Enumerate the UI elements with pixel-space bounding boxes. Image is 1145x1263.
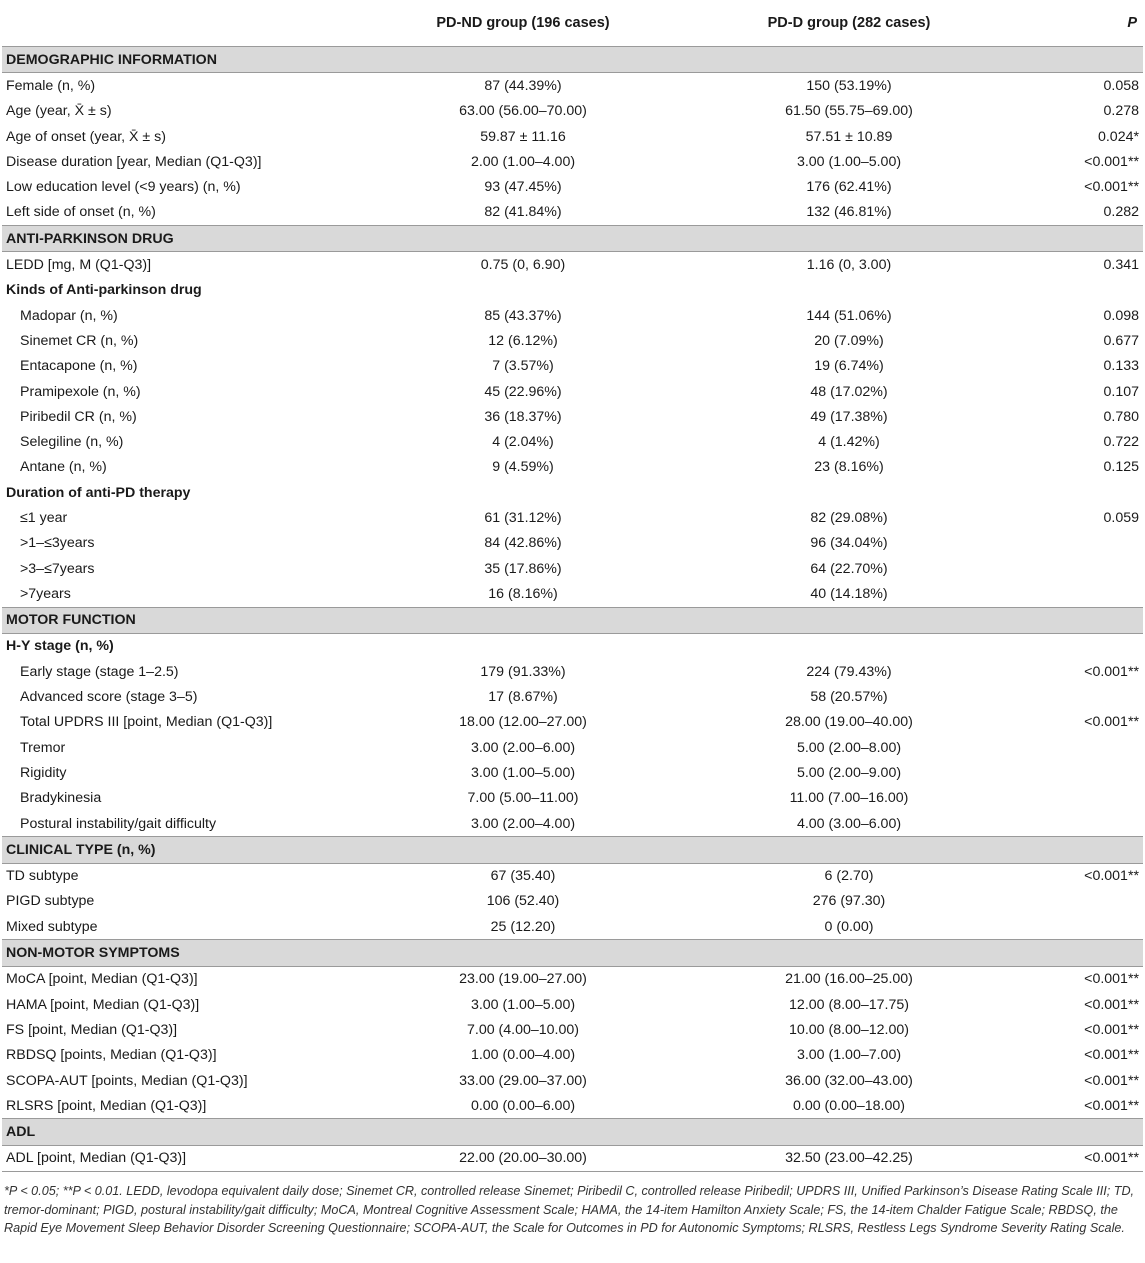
row-label: HAMA [point, Median (Q1-Q3)]: [6, 996, 200, 1013]
pd-d-value: 10.00 (8.00–12.00): [789, 1021, 909, 1038]
p-value: 0.278: [1103, 103, 1139, 120]
p-value: [1004, 889, 1143, 914]
pd-d-value: 40 (14.18%): [810, 585, 888, 602]
pd-d-value: 96 (34.04%): [810, 535, 888, 552]
pd-d-value: 57.51 ± 10.89: [805, 128, 893, 145]
p-value: 0.059: [1103, 509, 1139, 526]
pd-nd-value: 22.00 (20.00–30.00): [352, 1145, 694, 1171]
p-value: <0.001**: [1084, 1097, 1139, 1114]
pd-nd-value: 87 (44.39%): [484, 77, 562, 94]
pd-nd-value: 45 (22.96%): [484, 383, 562, 400]
p-value: 0.722: [1103, 434, 1139, 451]
pd-nd-value: 84 (42.86%): [484, 535, 562, 552]
data-table: [2, 0, 1143, 1172]
p-value: 0.780: [1103, 408, 1139, 425]
row-label: Left side of onset (n, %): [6, 204, 156, 221]
pd-d-value: 0 (0.00): [824, 918, 874, 935]
row-label: Bradykinesia: [20, 790, 102, 807]
p-value: 0.341: [1103, 257, 1139, 274]
header-pd-nd-group: PD-ND group (196 cases): [352, 0, 694, 47]
section-header-row: [2, 607, 1143, 633]
row-label: Tremor: [20, 739, 66, 756]
p-value: [1004, 735, 1143, 760]
p-value: 0.677: [1103, 332, 1139, 349]
pd-d-value: 23 (8.16%): [814, 459, 884, 476]
row-label: ≤1 year: [20, 509, 68, 526]
header-variable: [2, 0, 352, 47]
header-p-value: P: [1004, 0, 1143, 47]
p-value: <0.001**: [1004, 1145, 1143, 1171]
pd-nd-value: 12 (6.12%): [488, 332, 558, 349]
section-header-row: [2, 226, 1143, 252]
table-row: [2, 99, 1143, 124]
pd-nd-value: 3.00 (1.00–5.00): [470, 764, 576, 781]
row-label: >1–≤3years: [20, 535, 95, 552]
pd-nd-value: 7 (3.57%): [492, 358, 554, 375]
table-row: [2, 379, 1143, 404]
pd-d-value: 5.00 (2.00–9.00): [796, 764, 902, 781]
p-value: 0.098: [1103, 307, 1139, 324]
pd-d-value: 49 (17.38%): [810, 408, 888, 425]
table-row: [2, 1068, 1143, 1093]
row-label: TD subtype: [6, 868, 79, 885]
table-row: [2, 149, 1143, 174]
pd-d-value: 3.00 (1.00–7.00): [796, 1047, 902, 1064]
row-label: Postural instability/gait difficulty: [20, 815, 217, 832]
group-title: Kinds of Anti-parkinson drug: [6, 282, 202, 299]
pd-nd-value: 82 (41.84%): [484, 204, 562, 221]
row-label: Age of onset (year, X̄ ± s): [6, 128, 166, 145]
section-title: MOTOR FUNCTION: [2, 607, 1143, 633]
pd-d-value: 4 (1.42%): [818, 434, 880, 451]
pd-nd-value: 7.00 (4.00–10.00): [466, 1021, 579, 1038]
row-label: LEDD [mg, M (Q1-Q3)]: [6, 257, 152, 274]
table-row: [2, 1145, 1143, 1171]
pd-nd-value: 0.75 (0, 6.90): [480, 257, 566, 274]
p-value: <0.001**: [1084, 868, 1139, 885]
section-title: NON-MOTOR SYMPTOMS: [2, 940, 1143, 966]
p-value: [1004, 684, 1143, 709]
pd-d-value: 61.50 (55.75–69.00): [785, 103, 913, 120]
pd-d-value: 28.00 (19.00–40.00): [785, 714, 913, 731]
p-value: 0.058: [1103, 77, 1139, 94]
pd-nd-value: 0.00 (0.00–6.00): [470, 1097, 576, 1114]
pd-d-value: 12.00 (8.00–17.75): [789, 996, 909, 1013]
table-row: [2, 73, 1143, 99]
pd-nd-value: 63.00 (56.00–70.00): [459, 103, 587, 120]
row-label: Total UPDRS III [point, Median (Q1-Q3)]: [20, 714, 273, 731]
pd-nd-value: 36 (18.37%): [484, 408, 562, 425]
p-value: <0.001**: [1084, 1072, 1139, 1089]
pd-nd-value: 18.00 (12.00–27.00): [459, 714, 587, 731]
p-value: <0.001**: [1084, 153, 1139, 170]
pd-nd-value: 7.00 (5.00–11.00): [467, 790, 579, 807]
table-row: [2, 1017, 1143, 1042]
table-row: [2, 735, 1143, 760]
row-label: Advanced score (stage 3–5): [20, 689, 198, 706]
table-row: [2, 505, 1143, 530]
pd-d-value: 32.50 (23.00–42.25): [694, 1145, 1004, 1171]
pd-nd-value: 3.00 (2.00–4.00): [470, 815, 576, 832]
table-row: [2, 1043, 1143, 1068]
pd-d-value: 21.00 (16.00–25.00): [785, 971, 913, 988]
row-label: Sinemet CR (n, %): [20, 332, 139, 349]
pd-nd-value: 179 (91.33%): [480, 663, 566, 680]
p-value: <0.001**: [1084, 1021, 1139, 1038]
table-row: [2, 811, 1143, 837]
pd-d-value: 144 (51.06%): [806, 307, 892, 324]
pd-d-value: 224 (79.43%): [806, 663, 892, 680]
section-header-row: [2, 837, 1143, 863]
table-row: [2, 914, 1143, 940]
pd-d-value: 20 (7.09%): [814, 332, 884, 349]
table-body: [2, 47, 1143, 1172]
p-value: [1004, 786, 1143, 811]
pd-d-value: 6 (2.70): [824, 868, 874, 885]
group-header-row: [2, 278, 1143, 303]
row-label: Piribedil CR (n, %): [20, 408, 137, 425]
pd-d-value: 3.00 (1.00–5.00): [796, 153, 902, 170]
table-row: [2, 966, 1143, 992]
row-label: Rigidity: [20, 764, 67, 781]
p-value: <0.001**: [1084, 179, 1139, 196]
row-label: Madopar (n, %): [20, 307, 118, 324]
pd-nd-value: 23.00 (19.00–27.00): [459, 971, 587, 988]
table-row: [2, 786, 1143, 811]
table-row: [2, 531, 1143, 556]
p-value: [1004, 531, 1143, 556]
p-value: 0.107: [1103, 383, 1139, 400]
row-label: ADL [point, Median (Q1-Q3)]: [2, 1145, 352, 1171]
pd-d-value: 132 (46.81%): [806, 204, 892, 221]
table-header-row: [2, 0, 1143, 47]
section-title: ADL: [2, 1119, 1143, 1145]
pd-nd-value: 3.00 (2.00–6.00): [470, 739, 576, 756]
pd-d-value: 4.00 (3.00–6.00): [796, 815, 902, 832]
row-label: Antane (n, %): [20, 459, 107, 476]
p-value: <0.001**: [1084, 1047, 1139, 1064]
table-row: [2, 200, 1143, 226]
table-footnote: *P < 0.05; **P < 0.01. LEDD, levodopa equivalent daily dose; Sinemet CR, controlled release Sinemet; Piribedil C, controlled release Piribedil; UPDRS III, Unified Parkinson’s Disease Rating Scale III; TD, tremor-dominant; PIGD, postural instability/gait difficulty; MoCA, Montreal Cognitive Assessment Scale; HAMA, the 14-item Hamilton Anxiety Scale; FS, the 14-item Chalder Fatigue Scale; RBDSQ, the Rapid Eye Movement Sleep Behavior Disorder Screening Questionnaire; SCOPA-AUT, the Scale for Outcomes in PD for Autonomic Symptoms; RLSRS, Restless Legs Syndrome Severity Rating Scale.: [4, 1184, 1135, 1235]
table-row: [2, 863, 1143, 889]
row-label: Low education level (<9 years) (n, %): [6, 179, 241, 196]
p-value: [1004, 914, 1143, 940]
table-row: [2, 581, 1143, 607]
pd-d-value: 1.16 (0, 3.00): [806, 257, 892, 274]
pd-nd-value: 59.87 ± 11.16: [480, 128, 566, 145]
p-value: [1004, 760, 1143, 785]
section-title: DEMOGRAPHIC INFORMATION: [2, 47, 1143, 73]
row-label: MoCA [point, Median (Q1-Q3)]: [6, 971, 198, 988]
row-label: Mixed subtype: [6, 918, 98, 935]
pd-nd-value: 35 (17.86%): [484, 560, 562, 577]
table-row: [2, 889, 1143, 914]
pd-nd-value: 85 (43.37%): [484, 307, 562, 324]
table-row: [2, 556, 1143, 581]
table-row: [2, 252, 1143, 278]
pd-nd-value: 4 (2.04%): [492, 434, 554, 451]
table-row: [2, 760, 1143, 785]
section-title: CLINICAL TYPE (n, %): [2, 837, 1143, 863]
table-row: [2, 1093, 1143, 1119]
row-label: >7years: [20, 585, 71, 602]
pd-nd-value: 93 (47.45%): [484, 179, 562, 196]
table-row: [2, 328, 1143, 353]
pd-nd-value: 33.00 (29.00–37.00): [459, 1072, 587, 1089]
row-label: PIGD subtype: [6, 893, 95, 910]
table-row: [2, 684, 1143, 709]
pd-d-value: 82 (29.08%): [810, 509, 888, 526]
pd-d-value: 58 (20.57%): [810, 689, 888, 706]
header-pd-d-group: PD-D group (282 cases): [694, 0, 1004, 47]
p-value: [1004, 581, 1143, 607]
row-label: FS [point, Median (Q1-Q3)]: [6, 1021, 178, 1038]
pd-d-value: 0.00 (0.00–18.00): [792, 1097, 905, 1114]
pd-d-value: 150 (53.19%): [806, 77, 892, 94]
row-label: Entacapone (n, %): [20, 358, 138, 375]
p-value: <0.001**: [1084, 714, 1139, 731]
table-row: [2, 303, 1143, 328]
p-value: [1004, 556, 1143, 581]
table-row: [2, 124, 1143, 149]
pd-nd-value: 9 (4.59%): [492, 459, 554, 476]
group-title: H-Y stage (n, %): [6, 638, 114, 655]
table-row: [2, 174, 1143, 199]
group-header-row: [2, 480, 1143, 505]
section-header-row: [2, 1119, 1143, 1145]
row-label: >3–≤7years: [20, 560, 95, 577]
pd-nd-value: 61 (31.12%): [484, 509, 562, 526]
p-value: [1004, 811, 1143, 837]
section-header-row: [2, 47, 1143, 73]
table-row: [2, 992, 1143, 1017]
pd-nd-value: 67 (35.40): [490, 868, 556, 885]
table-row: [2, 354, 1143, 379]
p-value: 0.125: [1103, 459, 1139, 476]
pd-nd-value: 3.00 (1.00–5.00): [470, 996, 576, 1013]
p-value: <0.001**: [1084, 663, 1139, 680]
section-header-row: [2, 940, 1143, 966]
row-label: SCOPA-AUT [points, Median (Q1-Q3)]: [6, 1072, 248, 1089]
p-value: 0.133: [1103, 358, 1139, 375]
group-header-row: [2, 633, 1143, 659]
row-label: RBDSQ [points, Median (Q1-Q3)]: [6, 1047, 217, 1064]
pd-d-value: 36.00 (32.00–43.00): [785, 1072, 913, 1089]
table-row: [2, 455, 1143, 480]
pd-nd-value: 25 (12.20): [490, 918, 556, 935]
pd-nd-value: 106 (52.40): [486, 893, 560, 910]
row-label: Selegiline (n, %): [20, 434, 124, 451]
table-row: [2, 429, 1143, 454]
pd-nd-value: 2.00 (1.00–4.00): [470, 153, 576, 170]
p-value: <0.001**: [1084, 971, 1139, 988]
table-row: [2, 710, 1143, 735]
p-value: 0.024*: [1097, 128, 1139, 145]
section-title: ANTI-PARKINSON DRUG: [2, 226, 1143, 252]
row-label: Pramipexole (n, %): [20, 383, 141, 400]
p-value: <0.001**: [1084, 996, 1139, 1013]
pd-nd-value: 17 (8.67%): [488, 689, 558, 706]
pd-d-value: 5.00 (2.00–8.00): [796, 739, 902, 756]
row-label: Female (n, %): [6, 77, 96, 94]
p-value: 0.282: [1103, 204, 1139, 221]
row-label: Age (year, X̄ ± s): [6, 103, 112, 120]
row-label: RLSRS [point, Median (Q1-Q3)]: [6, 1097, 207, 1114]
table-row: [2, 659, 1143, 684]
pd-d-value: 276 (97.30): [812, 893, 886, 910]
pd-d-value: 19 (6.74%): [814, 358, 884, 375]
pd-d-value: 64 (22.70%): [810, 560, 888, 577]
pd-d-value: 48 (17.02%): [810, 383, 888, 400]
table-row: [2, 404, 1143, 429]
pd-nd-value: 16 (8.16%): [488, 585, 558, 602]
pd-d-value: 176 (62.41%): [806, 179, 892, 196]
row-label: Disease duration [year, Median (Q1-Q3)]: [6, 153, 262, 170]
pd-nd-value: 1.00 (0.00–4.00): [470, 1047, 576, 1064]
group-title: Duration of anti-PD therapy: [6, 484, 191, 501]
pd-d-value: 11.00 (7.00–16.00): [789, 790, 909, 807]
row-label: Early stage (stage 1–2.5): [20, 663, 179, 680]
